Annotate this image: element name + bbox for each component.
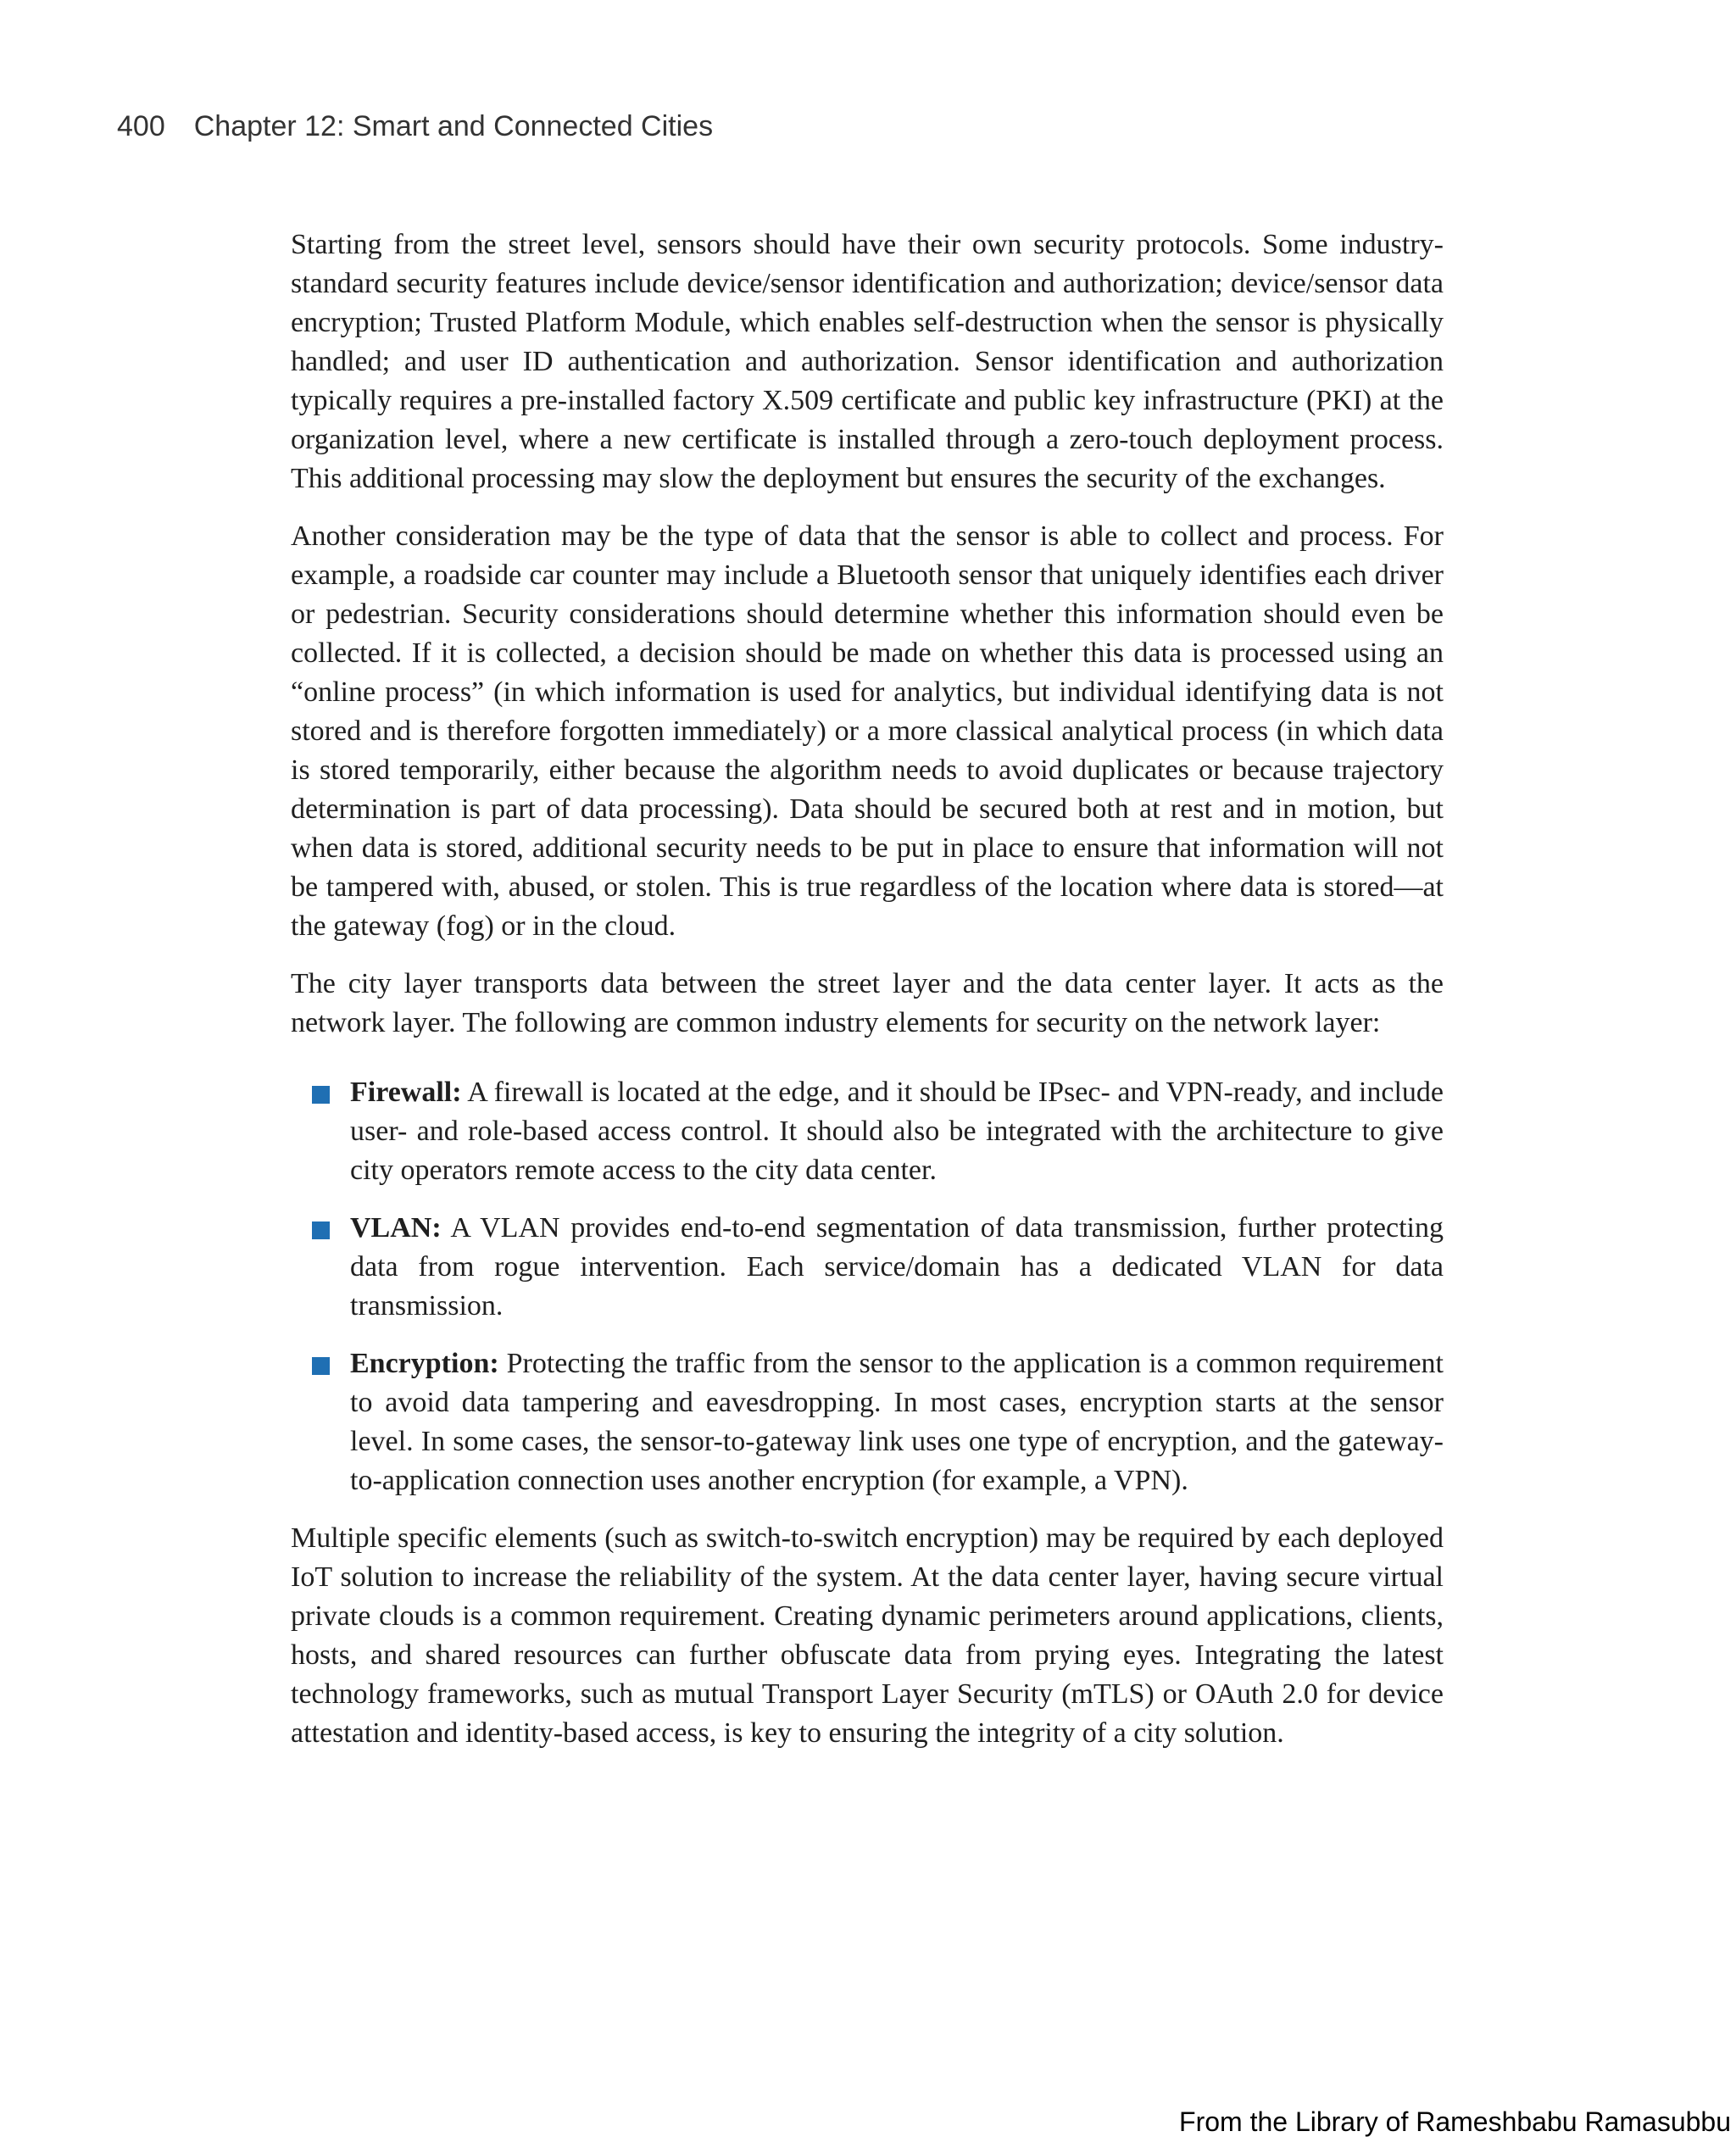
security-elements-list (291, 1073, 1444, 1500)
list-item-vlan (291, 1209, 1444, 1326)
definition-encryption: Protecting the traffic from the sensor to the application is a common requirement to avoid data tampering and eavesdropping. In most cases, encryption starts at the sensor level. In some cases, the sensor-to-gateway link uses one type of encryption, and the gateway-to-application connection uses another encryption (for example, a VPN). (350, 1348, 1444, 1496)
page-number: 400 (117, 110, 165, 142)
bullet-square-icon (312, 1357, 330, 1375)
paragraph-data-center: Multiple specific elements (such as switch-to-switch encryption) may be required by each deployed IoT solution to increase the reliability of the system. At the data center layer, having secure virtual private clouds is a common requirement. Creating dynamic perimeters around applications, clients, hosts, and shared resources can further obfuscate data from prying eyes. Integrating the latest technology frameworks, such as mutual Transport Layer Security (mTLS) or OAuth 2.0 for device attestation and identity-based access, is key to ensuring the integrity of a city solution. (291, 1522, 1444, 1749)
list-item-firewall (291, 1073, 1444, 1190)
paragraph-street-level: Starting from the street level, sensors should have their own security protocols. Some industry-standard security features include device/sensor identification and authorization; device/sensor data encryption; Trusted Platform Module, which enables self-destruction when the sensor is physically handled; and user ID authentication and authorization. Sensor identification and authorization typically requires a pre-installed factory X.509 certificate and public key infrastructure (PKI) at the organization level, where a new certificate is installed through a zero-touch deployment process. This additional processing may slow the deployment but ensures the security of the exchanges. (291, 229, 1444, 494)
definition-vlan: A VLAN provides end-to-end segmentation of data transmission, further protecting data from rogue intervention. Each service/domain has a dedicated VLAN for data transmission. (350, 1212, 1444, 1322)
chapter-title: Chapter 12: Smart and Connected Cities (193, 110, 714, 142)
term-firewall: Firewall: (350, 1077, 462, 1108)
term-encryption: Encryption: (350, 1348, 499, 1379)
running-header (117, 110, 713, 143)
term-vlan: VLAN: (350, 1212, 442, 1244)
library-credit: From the Library of Rameshbabu Ramasubbu (1179, 2106, 1731, 2137)
paragraph-city-layer: The city layer transports data between the street layer and the data center layer. It acts as the network layer. The following are common industry elements for security on the network layer: (291, 968, 1444, 1038)
paragraph-data-collection: Another consideration may be the type of data that the sensor is able to collect and process. For example, a roadside car counter may include a Bluetooth sensor that uniquely identifies each driver or pedestrian. Security considerations should determine whether this information should even be collected. If it is collected, a decision should be made on whether this data is processed using an “online process” (in which information is used for analytics, but individual identifying data is not stored and is therefore forgotten immediately) or a more classical analytical process (in which data is stored temporarily, either because the algorithm needs to avoid duplicates or because trajectory determination is part of data processing). Data should be secured both at rest and in motion, but when data is stored, additional security needs to be put in place to ensure that information will not be tampered with, abused, or stolen. This is true regardless of the location where data is stored—at the gateway (fog) or in the cloud. (291, 520, 1444, 942)
list-item-encryption (291, 1344, 1444, 1500)
definition-firewall: A firewall is located at the edge, and it should be IPsec- and VPN-ready, and include user- and role-based access control. It should also be integrated with the architecture to give city operators remote access to the city data center. (350, 1077, 1444, 1186)
bullet-square-icon (312, 1221, 330, 1239)
body-text (291, 225, 1444, 1772)
bullet-square-icon (312, 1086, 330, 1104)
